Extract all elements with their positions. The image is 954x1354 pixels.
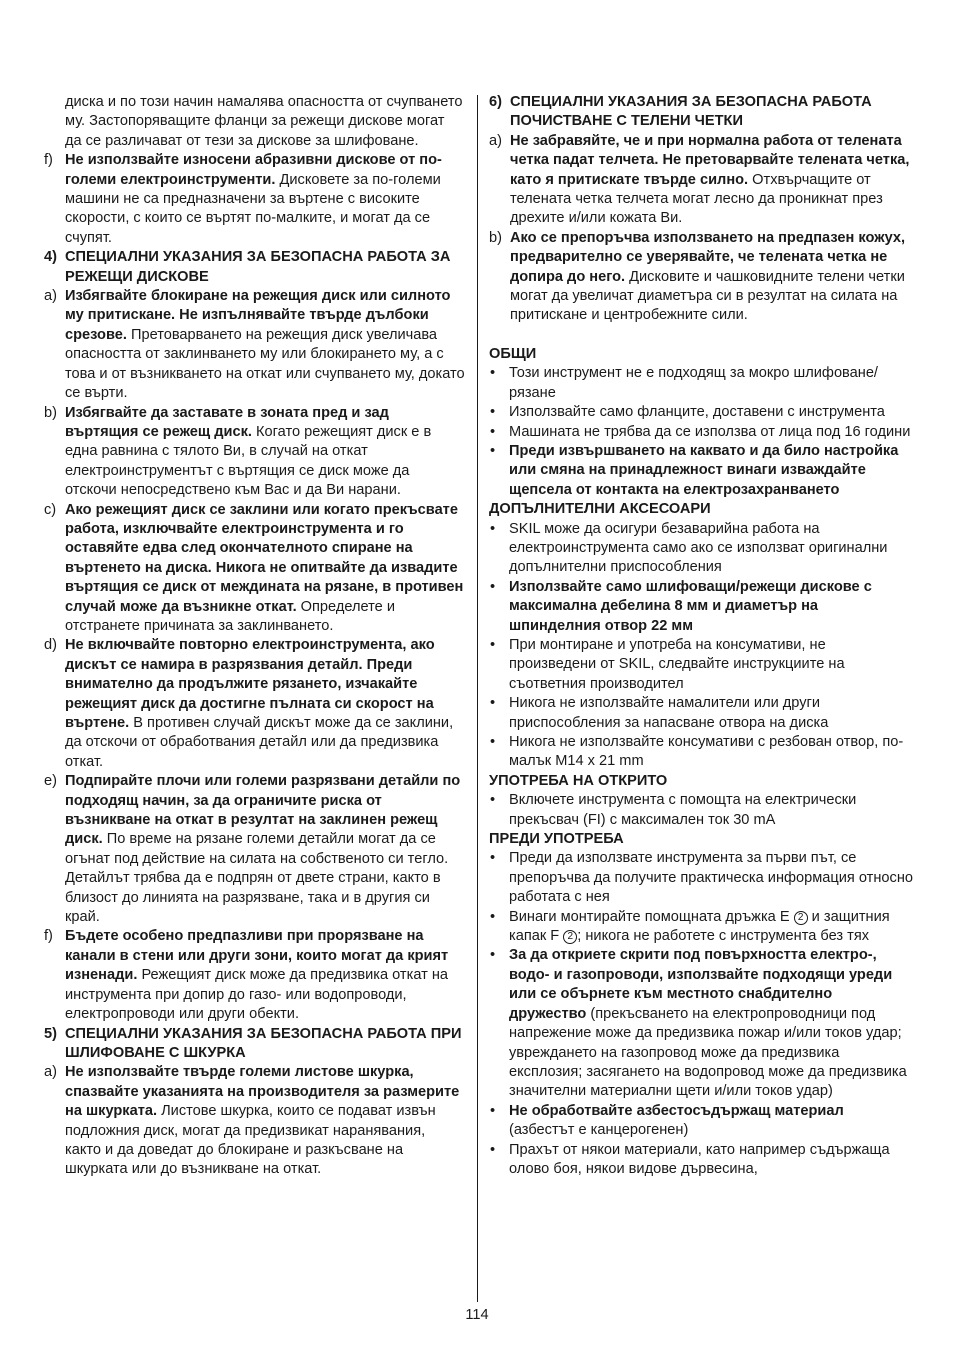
list-item: • Преди да използвате инструмента за първи път, се препоръчва да получите практическа информация относно работата с нея xyxy=(490,850,914,906)
item-f xyxy=(44,151,465,248)
item-bold: Избягвайте да заставате в зоната пред и зад въртящия се режещ диск. xyxy=(65,404,389,440)
item-text: Листове шкурка, които се подават извън подложния диск, могат да предизвикат наранявания, както и да доведат до блокиране и разкъсване на шкурката или до възникване на откат. xyxy=(65,1103,436,1178)
list-item: • Никога не използвайте консумативи с резбован отвор, по-малък M14 x 21 mm xyxy=(490,734,904,770)
list-item: • Прахът от някои материали, като например съдържаща олово боя, някои видове дървесина, xyxy=(490,1141,890,1177)
section-title: СПЕЦИАЛНИ УКАЗАНИЯ ЗА БЕЗОПАСНА РАБОТА ПОЧИСТВАНЕ С ТЕЛЕНИ ЧЕТКИ xyxy=(510,94,872,130)
item-bold: Бъдете особено предпазливи при прорязване на канали в стени или други зони, които могат да крият изненади. xyxy=(65,928,449,984)
bullet: • xyxy=(490,636,496,653)
item-bold: Подпирайте плочи или големи разрязвани детайли по подходящ начин, за да ограничите риска от възникване на откат в резултат на заклинен режещ диск. xyxy=(65,773,461,848)
bullet: • xyxy=(490,1141,496,1158)
item-4c xyxy=(44,501,465,637)
item-6a xyxy=(489,132,913,229)
list-item: • При монтиране и употреба на консумативи, не произведени от SKIL, следвайте инструкциите на съответния производител xyxy=(490,636,845,692)
list-item: • Винаги монтирайте помощната дръжка E 2 и защитния капак F 2 ; никога не работете с инструмента без тях xyxy=(490,908,890,945)
bullet: • xyxy=(490,792,496,809)
list-item: • Никога не използвайте намалители или други приспособления за напасване отвора на диска xyxy=(490,695,829,731)
bullet: • xyxy=(490,365,496,382)
bullet: • xyxy=(490,850,496,867)
list-item: • Не обработвайте азбестосъдържащ материал (азбестът е канцерогенен) xyxy=(490,1102,844,1139)
item-text: Дисковите и чашковидните телени четки могат да увеличат диаметъра си в резултат на силата на притискане и центробежните сили. xyxy=(510,268,905,324)
figure-ref-2-icon: 2 xyxy=(563,930,577,944)
before-use-heading: ПРЕДИ УПОТРЕБА xyxy=(489,831,624,848)
bullet: • xyxy=(490,520,496,537)
item-label: d) xyxy=(44,637,57,654)
bullet: • xyxy=(490,1102,496,1119)
section-4-heading xyxy=(44,248,465,287)
item-label: e) xyxy=(44,773,57,790)
bullet: • xyxy=(490,947,496,964)
item-label: a) xyxy=(489,132,502,149)
list-item: • Използвайте само шлифоващи/режещи дискове с максимална дебелина 8 мм и диаметър на шпинделния отвор 22 мм xyxy=(490,578,872,634)
right-column xyxy=(489,93,913,1179)
general-heading: ОБЩИ xyxy=(489,345,537,362)
item-bold: Не включвайте повторно електроинструмента, ако дискът се намира в разрязвания детайл. Преди внимателно да продължите рязането, изчакайте режещият диск да достигне пълната си скорост на въртене. xyxy=(65,637,435,731)
accessories-heading: ДОПЪЛНИТЕЛНИ АКСЕСОАРИ xyxy=(489,501,711,518)
item-text: Определете и отстранете причината за заклинването. xyxy=(65,598,395,634)
item-label: a) xyxy=(44,288,57,305)
item-text: Отхвърчащите от телената четка телчета могат лесно да проникнат през дрехите и/или кожата Ви. xyxy=(510,171,883,227)
item-5a xyxy=(44,1063,465,1179)
item-4e xyxy=(44,772,465,927)
bullet: • xyxy=(490,404,496,421)
item-bold: Ако режещият диск се заклини или когато прекъсвате работа, изключвайте електроинструмента и го оставяйте едва след окончателното спиране на въртенето на диска. Никога не опитвайте да извадите въртящия се диск от междината на рязане, в противен случай може да възникне откат. xyxy=(65,501,464,615)
item-bold: Ако се препоръчва използването на предпазен кожух, предварително се уверявайте, че телената четка не допира до него. xyxy=(510,229,906,285)
list-item: • За да откриете скрити под повърхността електро-, водо- и газопроводи, използвайте подходящи уреди или се обърнете към местното снабдително дружество (прекъсването на електропроводници под напрежение може да предизвика пожар и/или токов удар; увреждането на газопровод може да предизвика експлозия; засягането на водопровод може да предизвика значителни материални щети и/или токов удар) xyxy=(490,947,907,1100)
item-label: f) xyxy=(44,152,53,169)
column-divider xyxy=(477,95,478,1302)
bullet: • xyxy=(490,908,496,925)
list-item: • Използвайте само фланците, доставени с инструмента xyxy=(489,403,913,422)
item-4f xyxy=(44,927,465,1024)
item-6b xyxy=(489,229,913,326)
section-number: 4) xyxy=(44,249,57,266)
item-4b xyxy=(44,404,465,501)
section-title: СПЕЦИАЛНИ УКАЗАНИЯ ЗА БЕЗОПАСНА РАБОТА ПРИ ШЛИФОВАНЕ С ШКУРКА xyxy=(65,1025,462,1061)
item-4d xyxy=(44,636,465,772)
left-column xyxy=(44,93,465,1180)
item-label: b) xyxy=(489,229,502,246)
section-5-heading xyxy=(44,1025,465,1064)
item-text: Режещият диск може да предизвика откат на инструмента при допир до газо- или водопроводи, електропроводи или други обекти. xyxy=(65,967,449,1023)
item-bold: Не използвайте износени абразивни дискове от по-големи електроинструменти. xyxy=(65,152,442,188)
list-item: • Машината не трябва да се използва от лица под 16 години xyxy=(489,423,913,442)
item-bold: Избягвайте блокиране на режещия диск или силното му притискане. Не изпълнявайте твърде дълбоки срезове. xyxy=(65,288,451,343)
figure-ref-2-icon: 2 xyxy=(794,911,808,925)
item-text: Когато режещият диск е в една равнина с тялото Ви, в случай на откат електроинструментът с въртящия се диск може да отскочи непосредствено към Вас и да Ви нарани. xyxy=(65,423,432,499)
page-number: 114 xyxy=(465,1307,489,1323)
item-bold: Не забравяйте, че и при нормална работа от телената четка падат телчета. Не претоварвайте телената четка, като я притискате твърде силно. xyxy=(510,132,910,188)
item-label: f) xyxy=(44,928,53,945)
outdoor-heading: УПОТРЕБА НА ОТКРИТО xyxy=(489,772,668,789)
item-label: c) xyxy=(44,501,57,518)
item-text: По време на рязане големи детайли могат да се огънат под действие на силата на собственото си тегло. Детайлът трябва да е подпрян от двете страни, както в близост до линията на разрязване, така и в другия си край. xyxy=(65,831,449,926)
section-6-heading xyxy=(489,93,913,132)
spacer xyxy=(489,326,913,345)
item-label: a) xyxy=(44,1064,57,1081)
bullet: • xyxy=(490,423,496,440)
item-text: В противен случай дискът може да се заклини, да отскочи от обработвания детайл или да предизвика откат. xyxy=(65,715,454,770)
bullet: • xyxy=(490,578,496,595)
bullet: • xyxy=(490,734,496,750)
list-item: • Преди извършването на каквато и да било настройка или смяна на принадлежност винаги изваждайте щепсела от контакта на електрозахранването xyxy=(490,442,899,498)
section-number: 6) xyxy=(489,94,502,110)
bullet: • xyxy=(490,442,496,459)
list-item: • Включете инструмента с помощта на електрически прекъсвач (FI) с максимален ток 30 mA xyxy=(490,792,857,828)
list-item: • SKIL може да осигури безаварийна работа на електроинструмента само ако се използват оригинални допълнителни приспособления xyxy=(490,520,888,576)
section-number: 5) xyxy=(44,1025,57,1042)
item-text: Претоварването на режещия диск увеличава опасността от заклинването му или блокирането му, а с това и от възникването на откат или счупването му, докато се върти. xyxy=(65,326,465,402)
item-4a xyxy=(44,287,465,403)
item-text: Дисковете за по-големи машини не са предназначени за въртене с високите скорости, с които се въртят по-малките, и могат да се счупят. xyxy=(65,171,441,246)
list-item: • Този инструмент не е подходящ за мокро шлифоване/рязане xyxy=(490,365,878,401)
item-bold: Не използвайте твърде големи листове шкурка, спазвайте указанията на производителя за размерите на шкурката. xyxy=(65,1064,460,1120)
continued-paragraph: диска и по този начин намалява опасността от счупването му. Застопоряващите фланци за режещи дискове могат да се различават от тези за дискове за шлифоване. xyxy=(65,94,463,149)
bullet: • xyxy=(490,695,496,712)
item-label: b) xyxy=(44,404,57,421)
section-title: СПЕЦИАЛНИ УКАЗАНИЯ ЗА БЕЗОПАСНА РАБОТА ЗА РЕЖЕЩИ ДИСКОВЕ xyxy=(65,249,451,285)
